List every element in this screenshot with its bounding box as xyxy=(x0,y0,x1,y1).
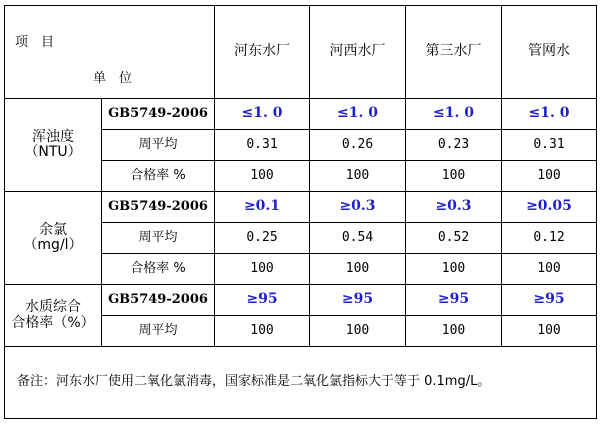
value-cell: ≥95 xyxy=(215,285,310,316)
table-row xyxy=(5,192,597,223)
value-cell: 0.31 xyxy=(502,130,597,161)
value-cell: ≥95 xyxy=(406,285,502,316)
item-label: 项 目 xyxy=(15,35,55,50)
value-cell: ≥95 xyxy=(502,285,597,316)
value-cell: ≥0.3 xyxy=(310,192,406,223)
value-cell: 100 xyxy=(502,254,597,285)
value-cell: 100 xyxy=(502,316,597,347)
group-label-cell xyxy=(5,192,102,285)
water-quality-table xyxy=(4,5,597,419)
value-cell: 0.23 xyxy=(406,130,502,161)
note-text: 备注：河东水厂使用二氧化氯消毒，国家标准是二氧化氯指标大于等于 0.1mg/L。 xyxy=(5,347,597,419)
metric-cell: 合格率 % xyxy=(102,161,215,192)
value-cell: ≥0.3 xyxy=(406,192,502,223)
column-header-network: 管网水 xyxy=(502,6,597,99)
group-label-line: 合格率（%） xyxy=(11,314,95,331)
value-cell: ≥0.1 xyxy=(215,192,310,223)
value-cell: 100 xyxy=(215,254,310,285)
value-cell: ≤1. 0 xyxy=(502,99,597,130)
metric-cell: 合格率 % xyxy=(102,254,215,285)
metric-cell: GB5749-2006 xyxy=(102,99,215,130)
value-cell: ≤1. 0 xyxy=(310,99,406,130)
metric-cell: 周平均 xyxy=(102,223,215,254)
group-label-line: 余氯 xyxy=(39,221,67,238)
metric-cell: GB5749-2006 xyxy=(102,285,215,316)
note-row xyxy=(5,347,597,419)
group-label-cell xyxy=(5,99,102,192)
metric-cell: GB5749-2006 xyxy=(102,192,215,223)
value-cell: ≤1. 0 xyxy=(406,99,502,130)
value-cell: 100 xyxy=(406,316,502,347)
value-cell: ≥0.05 xyxy=(502,192,597,223)
column-header-hedong: 河东水厂 xyxy=(215,6,310,99)
header-corner-cell xyxy=(5,6,215,99)
value-cell: 0.31 xyxy=(215,130,310,161)
column-header-third: 第三水厂 xyxy=(406,6,502,99)
value-cell: 100 xyxy=(215,161,310,192)
group-label-line: （NTU） xyxy=(24,144,82,160)
value-cell: 100 xyxy=(310,161,406,192)
value-cell: 100 xyxy=(215,316,310,347)
table-row xyxy=(5,99,597,130)
table-row xyxy=(5,285,597,316)
value-cell: 0.54 xyxy=(310,223,406,254)
value-cell: 0.12 xyxy=(502,223,597,254)
group-label-cell xyxy=(5,285,102,347)
value-cell: 0.25 xyxy=(215,223,310,254)
value-cell: 100 xyxy=(502,161,597,192)
value-cell: ≥95 xyxy=(310,285,406,316)
column-header-hexi: 河西水厂 xyxy=(310,6,406,99)
value-cell: 100 xyxy=(310,316,406,347)
value-cell: 100 xyxy=(310,254,406,285)
group-label-line: 浑浊度 xyxy=(32,128,74,145)
unit-label: 单 位 xyxy=(93,71,133,86)
value-cell: 0.52 xyxy=(406,223,502,254)
metric-cell: 周平均 xyxy=(102,316,215,347)
value-cell: 100 xyxy=(406,161,502,192)
metric-cell: 周平均 xyxy=(102,130,215,161)
value-cell: 100 xyxy=(406,254,502,285)
group-label-line: （mg/l） xyxy=(23,237,83,253)
value-cell: 0.26 xyxy=(310,130,406,161)
group-label-line: 水质综合 xyxy=(25,299,81,316)
value-cell: ≤1. 0 xyxy=(215,99,310,130)
